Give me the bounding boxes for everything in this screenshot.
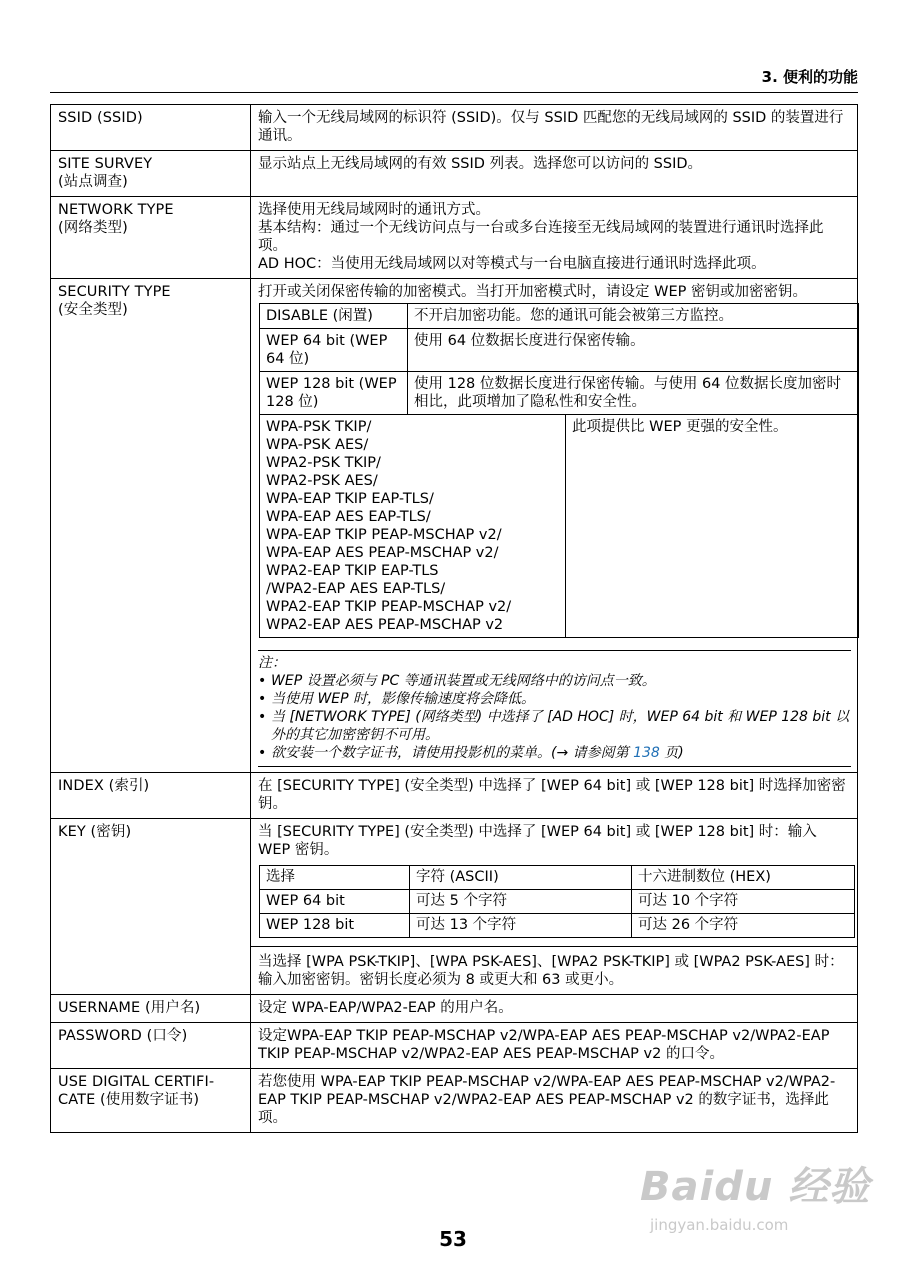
setting-description [251,819,858,995]
table-row-key [51,819,858,995]
security-option-row [260,304,859,329]
setting-description: 显示站点上无线局域网的有效 SSID 列表。选择您可以访问的 SSID。 [251,151,858,197]
table-cell: WEP 64 bit [260,890,410,914]
setting-name-en: NETWORK TYPE [58,202,174,218]
setting-name-cn: (安全类型) [58,302,128,318]
key-length-table [259,865,855,938]
wpa-option: WPA-EAP TKIP EAP-TLS/ [266,491,434,507]
paragraph: 当 [SECURITY TYPE] (安全类型) 中选择了 [WEP 64 bit] 或 [WEP 128 bit] 时：输入 WEP 密钥。 [258,824,817,858]
security-option-row [260,372,859,415]
wpa-option: WPA-PSK TKIP/ [266,419,372,435]
setting-description: 设定WPA-EAP TKIP PEAP-MSCHAP v2/WPA-EAP AES PEAP-MSCHAP v2/WPA2-EAP TKIP PEAP-MSCHAP v2/WPA2-EAP AES PEAP-MSCHAP v2 的口令。 [251,1023,858,1069]
setting-name-en: SITE SURVEY [58,156,153,172]
setting-name [51,151,251,197]
note-item [258,690,851,708]
bullet: • [258,691,267,707]
watermark-url: jingyan.baidu.com [650,1216,789,1234]
column-header: 十六进制数位 (HEX) [632,866,855,890]
wpa-option: WPA2-EAP TKIP EAP-TLS [266,563,439,579]
setting-name: USERNAME (用户名) [51,995,251,1023]
note-text: 当使用 WEP 时，影像传输速度将会降低。 [271,691,536,707]
bullet: • [258,673,267,689]
option-description: 使用 64 位数据长度进行保密传输。 [408,329,859,372]
setting-name-line: USE DIGITAL CERTIFI- [58,1074,215,1090]
settings-table [50,104,858,1133]
setting-name-en: SECURITY TYPE [58,284,171,300]
note-title: 注： [258,655,286,671]
note-item [258,744,851,762]
column-header: 字符 (ASCII) [410,866,632,890]
table-cell: WEP 128 bit [260,914,410,938]
page-reference-link[interactable]: 138 [633,745,660,761]
table-row-site-survey [51,151,858,197]
table-header-row [260,866,855,890]
wpa-option: WPA2-EAP AES PEAP-MSCHAP v2 [266,617,504,633]
setting-name [51,279,251,773]
page-number: 53 [439,1227,467,1251]
note-text: 页) [659,745,684,761]
wpa-option: WPA2-PSK TKIP/ [266,455,381,471]
paragraph: 输入加密密钥。密钥长度必须为 8 或更大和 63 或更小。 [258,972,624,988]
security-option-row [260,329,859,372]
table-row-username [51,995,858,1023]
table-row-network-type [51,197,858,279]
column-header: 选择 [260,866,410,890]
wpa-option: WPA-EAP TKIP PEAP-MSCHAP v2/ [266,527,502,543]
setting-description [251,279,858,773]
setting-description: 若您使用 WPA-EAP TKIP PEAP-MSCHAP v2/WPA-EAP AES PEAP-MSCHAP v2/WPA2-EAP TKIP PEAP-MSCHAP v2/WPA2-EAP AES PEAP-MSCHAP v2 的数字证书，选择此项。 [251,1069,858,1133]
note-text: WEP 设置必须与 PC 等通讯装置或无线网络中的访问点一致。 [271,673,656,689]
setting-name [51,1069,251,1133]
option-description: 不开启加密功能。您的通讯可能会被第三方监控。 [408,304,859,329]
security-option-row [260,415,859,638]
wpa-option: WPA2-EAP TKIP PEAP-MSCHAP v2/ [266,599,512,615]
table-row [260,890,855,914]
table-row-ssid [51,105,858,151]
paragraph: 选择使用无线局域网时的通讯方式。 [258,202,490,218]
wpa-option: WPA-EAP AES PEAP-MSCHAP v2/ [266,545,499,561]
table-cell: 可达 10 个字符 [632,890,855,914]
setting-name: INDEX (索引) [51,773,251,819]
note-item [258,708,851,744]
chapter-title: 3. 便利的功能 [761,68,858,86]
wpa-option: WPA-EAP AES EAP-TLS/ [266,509,431,525]
setting-name [51,197,251,279]
bullet: • [258,709,267,725]
option-label: WEP 128 bit (WEP 128 位) [260,372,408,415]
setting-description: 输入一个无线局域网的标识符 (SSID)。仅与 SSID 匹配您的无线局域网的 SSID 的装置进行通讯。 [251,105,858,151]
note-text: 欲安装一个数字证书，请使用投影机的菜单。(→ 请参阅第 [271,745,634,761]
setting-name-cn: (站点调查) [58,174,128,190]
setting-description: 设定 WPA-EAP/WPA2-EAP 的用户名。 [251,995,858,1023]
table-row-password [51,1023,858,1069]
table-row [260,914,855,938]
paragraph: 打开或关闭保密传输的加密模式。当打开加密模式时，请设定 WEP 密钥或加密密钥。 [258,284,807,300]
wpa-option-list [260,415,566,638]
table-row-use-digital-certificate [51,1069,858,1133]
option-description: 使用 128 位数据长度进行保密传输。与使用 64 位数据长度加密时相比，此项增加了隐私性和安全性。 [408,372,859,415]
table-row-index [51,773,858,819]
setting-name-line: CATE (使用数字证书) [58,1092,200,1108]
option-label: WEP 64 bit (WEP 64 位) [260,329,408,372]
paragraph: AD HOC：当使用无线局域网以对等模式与一台电脑直接进行通讯时选择此项。 [258,256,766,272]
key-wpa-section [251,946,857,989]
note-box [258,650,851,767]
table-row-security-type [51,279,858,773]
header-rule [50,92,858,93]
option-label: DISABLE (闲置) [260,304,408,329]
setting-name: PASSWORD (口令) [51,1023,251,1069]
table-cell: 可达 26 个字符 [632,914,855,938]
setting-description [251,197,858,279]
setting-name: SSID (SSID) [51,105,251,151]
setting-description: 在 [SECURITY TYPE] (安全类型) 中选择了 [WEP 64 bit] 或 [WEP 128 bit] 时选择加密密钥。 [251,773,858,819]
watermark-logo: Baidu 经验 [640,1164,871,1210]
security-options-table [259,303,859,638]
paragraph: 基本结构：通过一个无线访问点与一台或多台连接至无线局域网的装置进行通讯时选择此项。 [258,220,824,254]
table-cell: 可达 5 个字符 [410,890,632,914]
bullet: • [258,745,267,761]
wpa-option: /WPA2-EAP AES EAP-TLS/ [266,581,446,597]
wpa-option: WPA-PSK AES/ [266,437,369,453]
wpa-option: WPA2-PSK AES/ [266,473,378,489]
table-cell: 可达 13 个字符 [410,914,632,938]
note-list [258,672,851,762]
note-text: 当 [NETWORK TYPE] (网络类型) 中选择了 [AD HOC] 时，WEP 64 bit 和 WEP 128 bit 以外的其它加密密钥不可用。 [271,709,850,743]
note-item [258,672,851,690]
setting-name: KEY (密钥) [51,819,251,995]
paragraph: 当选择 [WPA PSK-TKIP]、[WPA PSK-AES]、[WPA2 PSK-TKIP] 或 [WPA2 PSK-AES] 时： [258,954,844,970]
setting-name-cn: (网络类型) [58,220,128,236]
option-description: 此项提供比 WEP 更强的安全性。 [566,415,859,638]
